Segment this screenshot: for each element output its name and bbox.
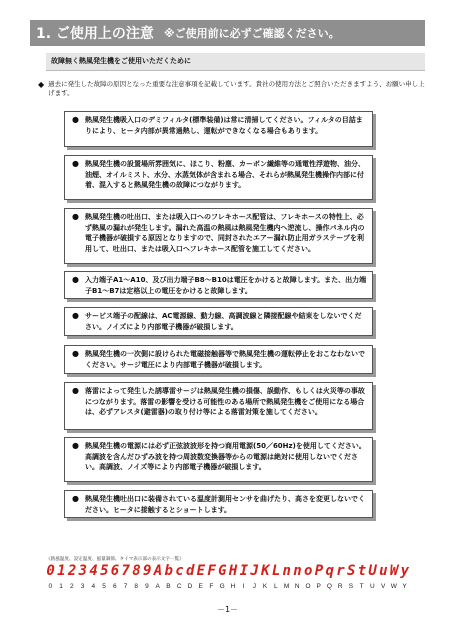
character-label: 3 (80, 583, 85, 590)
note-text: 熱風発生機の吐出口、または吸入口へのフレキホース配管は、フレキホースの特性上、必ず熱風の漏れが発生します。漏れた高温の熱風は熱風発生機内へ逆流し、操作パネル内の電子機器が破損する原因となりますので、同封されたエアー漏れ防止用ガラステープを利用して、吐出口、または吸入口へフレキホース配管を施工してください。 (85, 213, 365, 253)
page-subtitle: ※ご使用前に必ずご確認ください。 (163, 27, 340, 40)
display-chart-caption: 《熱風温度、設定温度、風量調節、タイマ表示部の表示文字一覧》 (46, 557, 184, 562)
segment-glyph: 1 (57, 563, 66, 579)
segment-glyph: 7 (121, 563, 130, 579)
segment-glyph: t (357, 563, 366, 579)
segment-glyph: d (185, 563, 194, 579)
character-row (45, 583, 410, 590)
character-label: H (230, 583, 236, 590)
character-label: K (262, 583, 268, 590)
segment-glyph: 5 (100, 563, 108, 579)
character-label: J (252, 583, 256, 590)
note-box (64, 111, 373, 147)
seven-segment-row (45, 563, 410, 579)
character-label: B (166, 583, 171, 590)
title-bar (30, 20, 425, 46)
segment-glyph: 9 (143, 563, 151, 579)
segment-glyph: K (261, 563, 270, 579)
page-number: －1－ (216, 605, 239, 614)
character-label: 4 (91, 583, 96, 590)
character-label: 2 (70, 583, 74, 590)
character-label: 1 (59, 583, 63, 590)
bullet-icon: ● (72, 275, 79, 284)
bullet-icon: ● (72, 386, 79, 395)
note-box (64, 345, 373, 374)
note-text: 入力端子A1～A10、及び出力端子B8～B10は電圧をかけると故障します。また、出力端子B1～B7は定格以上の電圧をかけると故障します。 (85, 276, 367, 295)
note-text: 熱風発生機の設置場所雰囲気に、ほこり、粉塵、カーボン繊維等の通電性浮遊物、油分、油煙、オイルミスト、水分、水蒸気体が含まれる場合、それらが熱風発生機操作内部に付着、混入すると熱風発生機の故障につながります。 (85, 160, 365, 189)
character-label: P (316, 583, 321, 590)
segment-glyph: S (346, 563, 355, 579)
segment-glyph: n (282, 563, 291, 579)
intro (38, 80, 428, 98)
segment-glyph: P (314, 563, 323, 579)
note-text: 熱風発生機吐出口に装備されている温度計測用センサを曲げたり、高さを変更しないでください。ヒータに接触するとショートします。 (85, 495, 365, 514)
character-label: 7 (123, 583, 128, 590)
segment-glyph: H (228, 563, 237, 579)
note-box (64, 155, 373, 200)
bullet-icon: ● (72, 349, 79, 358)
character-label: F (209, 583, 214, 590)
character-label: N (294, 583, 300, 590)
character-label: 0 (48, 583, 53, 590)
character-label: 5 (102, 583, 106, 590)
character-label: C (176, 583, 182, 590)
segment-glyph: b (164, 563, 173, 579)
segment-glyph: L (271, 563, 280, 579)
segment-glyph: 6 (110, 563, 119, 579)
bullet-icon: ● (72, 494, 79, 503)
segment-glyph: c (175, 563, 184, 579)
segment-glyph: G (218, 563, 227, 579)
character-label: L (273, 583, 278, 590)
character-label: E (198, 583, 203, 590)
segment-glyph: 8 (132, 563, 141, 579)
segment-glyph: o (304, 563, 312, 579)
segment-glyph: W (389, 563, 398, 579)
character-label: O (305, 583, 311, 590)
section-header: 故障無く熱風発生機をご使用いただくために (46, 53, 425, 71)
bullet-icon: ● (72, 311, 79, 320)
character-label: 9 (145, 583, 149, 590)
note-text: 熱風発生機吸入口のデミフィルタ(標準装備)は常に清掃してください。フィルタの目詰まりにより、ヒータ内部が異常過熱し、運転ができなくなる場合もあります。 (85, 116, 363, 135)
note-text: 落雷によって発生した誘導雷サージは熱風発生機の損傷、誤動作、もしくは火災等の事故につながります。落雷の影響を受ける可能性のある場所で熱風発生機をご使用になる場合は、必ずアレスタ(避雷器)の取り付け等による落雷対策を施してください。 (85, 387, 365, 416)
segment-glyph: u (379, 563, 388, 579)
character-label: G (219, 583, 225, 590)
bullet-icon: ● (72, 212, 79, 221)
character-label: I (242, 583, 245, 590)
segment-glyph: 3 (78, 563, 87, 579)
segment-glyph: U (368, 563, 377, 579)
character-label: R (337, 583, 343, 590)
segment-glyph: 0 (46, 563, 55, 579)
segment-glyph: n (293, 563, 302, 579)
character-label: Q (326, 583, 332, 590)
character-label: T (359, 583, 364, 590)
diamond-icon: ◆ (38, 80, 45, 89)
segment-glyph: r (336, 563, 345, 579)
segment-glyph: A (153, 563, 162, 579)
character-label: 8 (134, 583, 139, 590)
note-box (64, 490, 373, 518)
segment-glyph: I (239, 563, 248, 579)
segment-glyph: y (400, 563, 409, 579)
segment-glyph: 2 (67, 563, 76, 579)
character-label: S (348, 583, 354, 590)
intro-text: 過去に発生した故障の原因となった重要な注意事項を記載しています。貴社の使用方法とご照合いただきますよう、お願い申し上げます。 (48, 80, 425, 97)
character-label: V (380, 583, 386, 590)
bullet-icon: ● (72, 441, 79, 450)
note-box (64, 271, 373, 299)
character-label: 6 (112, 583, 117, 590)
segment-glyph: J (250, 563, 259, 579)
note-text: サービス端子の配線は、AC電源線、動力線、高調波線と隣接配線や結束をしないでください。ノイズにより内部電子機器が破損します。 (85, 312, 362, 331)
bullet-icon: ● (72, 115, 79, 124)
character-label: U (370, 583, 375, 590)
segment-glyph: F (207, 563, 216, 579)
segment-glyph: E (196, 563, 205, 579)
segment-glyph: 4 (89, 563, 98, 579)
bullet-icon: ● (72, 159, 79, 168)
note-box (64, 307, 373, 336)
character-label: A (155, 583, 160, 590)
character-label: M (283, 583, 290, 590)
character-label: D (187, 583, 193, 590)
note-box (64, 437, 373, 482)
note-box (64, 208, 373, 264)
note-box (64, 382, 373, 430)
segment-glyph: q (325, 563, 334, 579)
character-label: Y (402, 583, 407, 590)
character-label: W (390, 583, 397, 590)
page-title: 1. ご使用上の注意 (36, 26, 154, 42)
note-text: 熱風発生機の一次側に設けられた電磁接触器等で熱風発生機の運転停止をおこなわないでください。サージ電圧により内部電子機器が破損します。 (85, 350, 365, 369)
note-text: 熱風発生機の電源には必ず正弦波波形を持つ商用電源(50／60Hz)を使用してください。高調波を含んだひずみ波を持つ周波数変換器等からの電源は絶対に使用しないでください。高調波、ノイズ等により内部電子機器が破損します。 (85, 442, 366, 471)
